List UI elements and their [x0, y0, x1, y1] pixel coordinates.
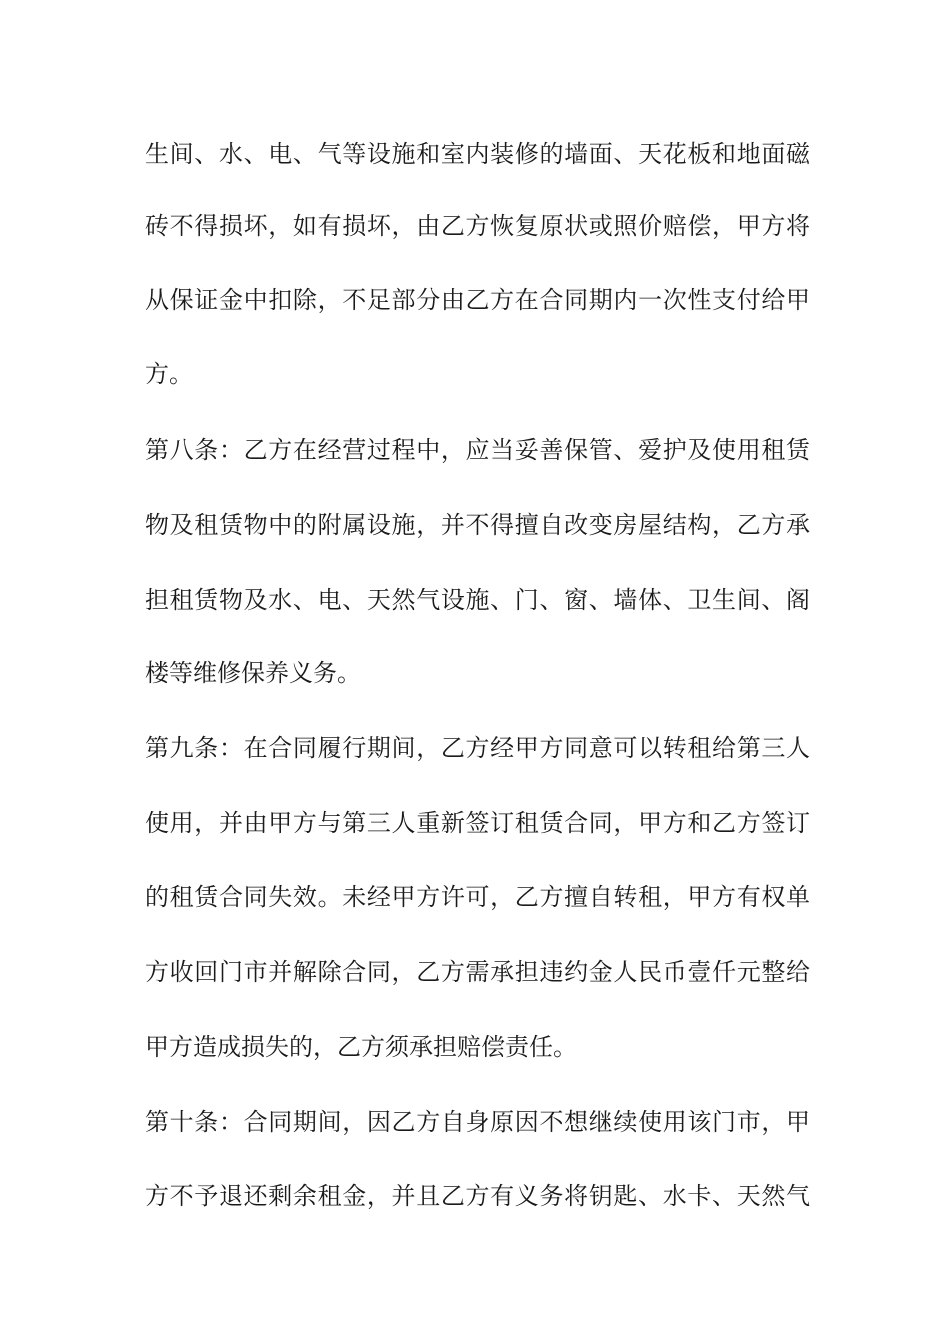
text-line: 第十条：合同期间，因乙方自身原因不想继续使用该门市，甲: [145, 1108, 810, 1136]
text-line: 第九条：在合同履行期间，乙方经甲方同意可以转租给第三人: [145, 734, 810, 762]
text-line: 从保证金中扣除，不足部分由乙方在合同期内一次性支付给甲: [145, 286, 810, 314]
text-line: 生间、水、电、气等设施和室内装修的墙面、天花板和地面磁: [145, 140, 810, 168]
text-line: 方不予退还剩余租金，并且乙方有义务将钥匙、水卡、天然气: [145, 1182, 810, 1210]
text-line: 物及租赁物中的附属设施，并不得擅自改变房屋结构，乙方承: [145, 511, 810, 539]
text-line: 楼等维修保养义务。: [145, 659, 361, 687]
text-line: 第八条：乙方在经营过程中，应当妥善保管、爱护及使用租赁: [145, 436, 810, 464]
text-line: 方。: [145, 360, 193, 388]
text-line: 使用，并由甲方与第三人重新签订租赁合同，甲方和乙方签订: [145, 809, 810, 837]
text-line: 方收回门市并解除合同，乙方需承担违约金人民币壹仟元整给: [145, 958, 810, 986]
text-line: 的租赁合同失效。未经甲方许可，乙方擅自转租，甲方有权单: [145, 883, 810, 911]
text-line: 担租赁物及水、电、天然气设施、门、窗、墙体、卫生间、阁: [145, 586, 810, 614]
text-line: 砖不得损坏，如有损坏，由乙方恢复原状或照价赔偿，甲方将: [145, 212, 810, 240]
text-line: 甲方造成损失的，乙方须承担赔偿责任。: [145, 1033, 577, 1061]
